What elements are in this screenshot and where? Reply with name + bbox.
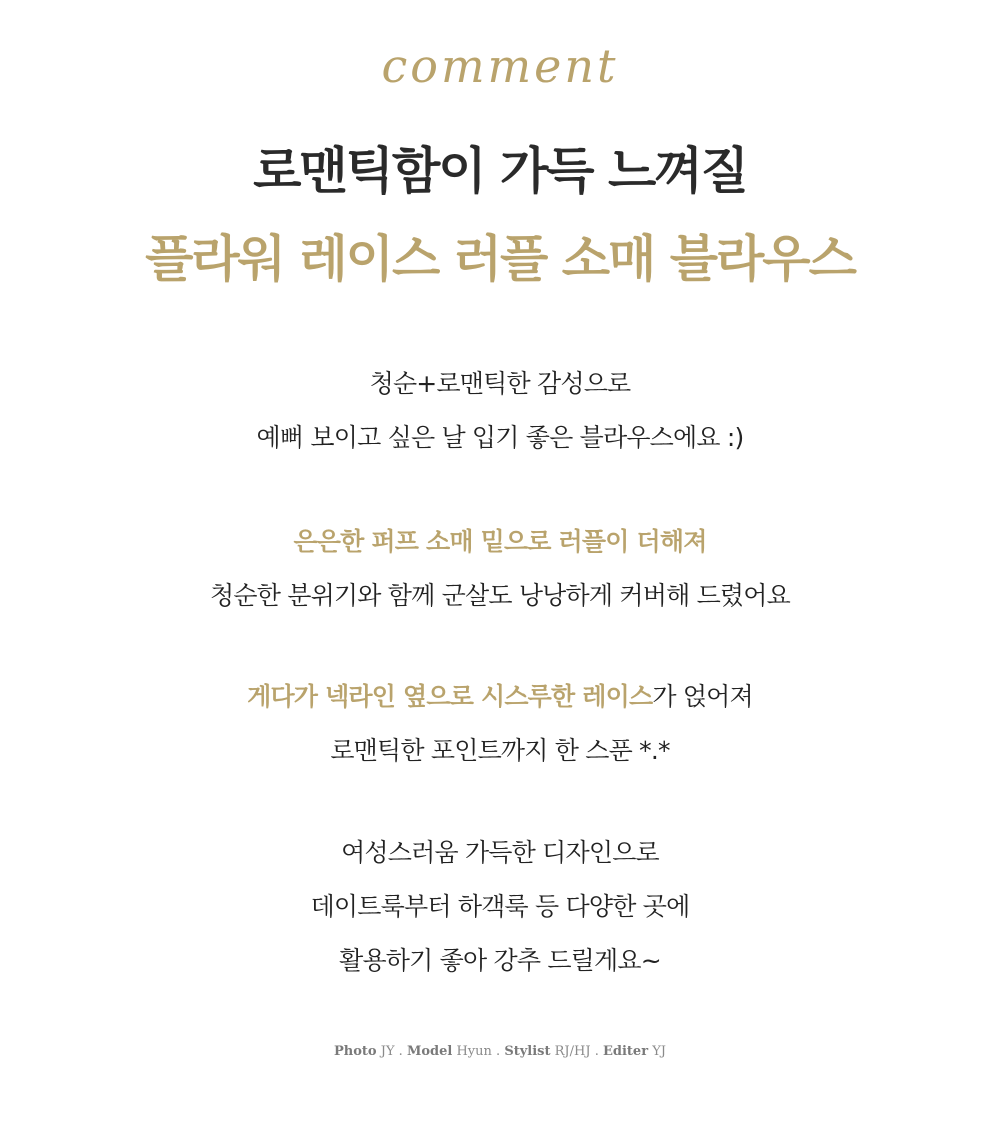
credit-separator: .	[398, 1044, 403, 1059]
paragraph-line: 여성스러움 가득한 디자인으로	[341, 838, 659, 867]
comment-script-title: comment	[381, 39, 619, 93]
credit-photo-name: JY	[380, 1044, 395, 1059]
credit-photo-label: Photo	[334, 1044, 377, 1059]
headline-primary: 로맨틱함이 가득 느껴질	[253, 142, 747, 200]
credit-separator: .	[594, 1044, 599, 1059]
credit-editor-label: Editer	[602, 1044, 649, 1059]
paragraph-line: 활용하기 좋아 강추 드릴게요~	[339, 946, 661, 975]
credit-editor-name: YJ	[652, 1044, 666, 1059]
headline-product-name: 플라워 레이스 러플 소매 블라우스	[145, 230, 855, 288]
credit-stylist-label: Stylist	[504, 1044, 551, 1059]
paragraph-sleeve	[0, 515, 1000, 623]
paragraph-highlight-text: 게다가 넥라인 옆으로 시스루한 레이스	[247, 682, 653, 711]
paragraph-line: 예뻐 보이고 싶은 날 입기 좋은 블라우스에요 :)	[256, 423, 744, 452]
paragraph-line: 청순+로맨틱한 감성으로	[369, 369, 631, 398]
credit-separator: .	[496, 1044, 501, 1059]
paragraph-line: 데이트룩부터 하객룩 등 다양한 곳에	[310, 892, 690, 921]
paragraph-neckline	[0, 670, 1000, 778]
paragraph-line: 로맨틱한 포인트까지 한 스푼 *.*	[330, 736, 670, 765]
paragraph-intro	[0, 357, 1000, 465]
paragraph-mixed-line	[0, 670, 1000, 724]
photo-credits	[0, 1041, 1000, 1063]
credit-stylist-name: RJ/HJ	[554, 1044, 591, 1059]
paragraph-highlight-line: 은은한 퍼프 소매 밑으로 러플이 더해져	[293, 527, 707, 556]
paragraph-line: 청순한 분위기와 함께 군살도 낭낭하게 커버해 드렸어요	[210, 581, 790, 610]
credit-model-name: Hyun	[456, 1044, 492, 1059]
paragraph-plain-text: 가 얹어져	[652, 682, 753, 711]
credit-model-label: Model	[406, 1044, 453, 1059]
paragraph-usage	[0, 826, 1000, 988]
